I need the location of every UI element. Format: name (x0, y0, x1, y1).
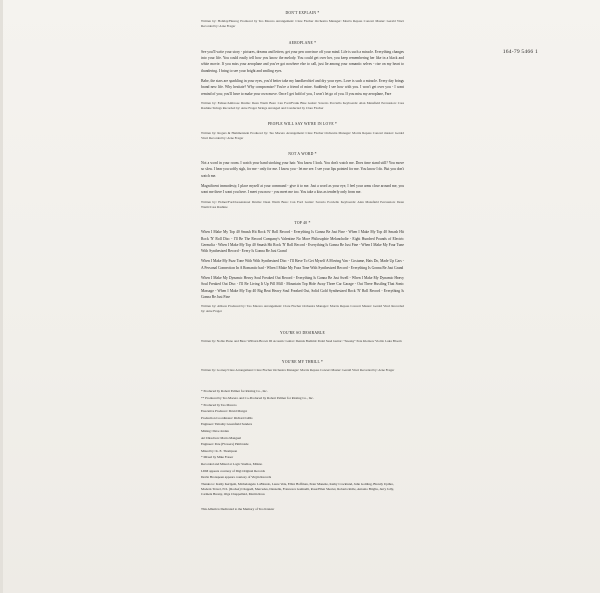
song-credits: Written by: Gorney/Clare Arrangement: Clare Fischer Orchestra Manager: Morris Repass Concert Master: Gerald Vinci Recorded by: Arne Frager (201, 368, 395, 373)
song-title: YOU'RE SO DESIRABLE (280, 330, 325, 335)
credit-line: Mixed by: K. E. Thompson (201, 448, 238, 453)
credit-line: Devin Bronspeen appears courtesy of Virgin Records (201, 475, 272, 480)
credit-line: Engineer: Pete (Flowers) Pimbroide (201, 442, 249, 447)
credit-line: Executive Producer: David Margot (201, 409, 248, 414)
song-title: DON'T EXPLAIN * (285, 11, 320, 15)
lyric-paragraph: When I Make My Top 40 Smash Hit Rock 'N' Roll Record - Everything Is Gonna Be Just Fine - When I Make My Top 40 Smash Hit Rock 'N' Roll Disc - I'll Be The Record Company's Valentine No More Philosophie Melancholie - Eight Hundred Pounds of Electric Germolia - When I Make My Top 40 Smash Hit Rock 'N' Roll Record - Everything Is Gonna Be Just Fine - When I Make My Four Tune With Synthesized Record - Every Is Gonna Be Just Grand (201, 230, 404, 254)
album-credits (201, 389, 404, 512)
credit-line: Thanks to: Kathy Kerlgem, Michelangelo LoBlondo, Laure Vele, Elliot Hoffman, Peter Manette, Kathy Crockland, Julie Golding, Blondy Upthre, Modern Travel, N.S. (Rocket) Chappell, Mercedes, Danzelle, Francesca Gamnelli, Rose/Ellen Shorter, Roberta Rolle, Antonio Briglia, Jerry Jolly, Carmela Bresny, Olga Chappellaid, Martin Ross (201, 481, 394, 497)
credit-line: ** Produced by Teo Macero and Co-Produced by Robert Palmer for Rioting Co., Inc. (201, 395, 314, 400)
song-title: AEROPLANE * (288, 40, 317, 45)
credit-line: * Produced by Teo Macero (201, 402, 237, 407)
lyric-paragraph: Magnificent immodesty, I place myself at your command - give it to me. Just a word as your eye, I feel your arms close around me, you want me there I want you here. I meet you now - you meet me too. You take a kiss as tenderly only from me. (201, 184, 404, 195)
lyric-paragraph: Not a word in your room. I watch your hand stroking your hair. You know I look. You don't watch me. Does time stand still? You move so slow. I hear you softly sigh, for me - only for me. I know you - let me see. I see your lips pointed for me. You know I do. But you don't watch me. (201, 161, 405, 178)
lyric-paragraph: When I Make My Dynamic Heavy Soul Freaked Out Record - Everything Is Gonna Be Just Swell - When I Make My Dynamic Heavy Soul Freaked Out Disc - I'll Be Living It Up Pill Mill - Mountain Top Hide Away Three Car Garage - Out There Hustling That Sonic Massage - When I Make My Top 40 Big Beat Heavy Soul Freaked Out, Solid Gold Synthesized Rock 'N' Roll Record - Everything Is Gonna Be Just Fine (201, 275, 404, 299)
sleeve-edge (0, 0, 3, 593)
song-credits: Written by: Allison Produced by: Teo Macero Arrangement: Clare Fischer Orchestra Manager: Morris Repass Concert Master: Gerald Vinci Recorded by: Arne Frager (201, 304, 404, 314)
song-credits: Written by: Eidner/Ford/Greenstreet Drums: Dean Warm Bass: Can Ford Guitar: Saverio Porciello Keyboards: Alan Mansfield Percussion: Dean Warm/Cass Rashine (201, 199, 404, 209)
credit-line: Recorded and Mixed at Logic Studios, Milano (201, 461, 263, 466)
credit-line: * Produced by Robert Palmer for Rioting Co., Inc. (201, 389, 268, 394)
liner-notes-column (201, 11, 404, 513)
credit-line: * Mixed by Mike Fraser (201, 455, 234, 460)
credit-line: LDM appears courtesy of Digi Original Records (201, 468, 265, 473)
credit-line: Production Coordinator: Richard Gillis (201, 415, 253, 420)
dedication: This Album is Dedicated to the Memory of Teo Kratzer (201, 506, 275, 511)
catalog-number: 164-79 5466 1 (502, 49, 538, 55)
song-credits: Written by: Holiday/Herzog Produced by Teo Macero Arrangement: Clare Fischer Orchestra Manager: Morris Repass Concert Master: Gerald Vinci Recorded by: Arne Frager (201, 19, 404, 29)
credit-line: Engineer: Timothy Greenfield Sanders (201, 422, 253, 427)
song-title: NOT A WORD * (288, 151, 317, 156)
lyric-paragraph: When I Make My Fuzz Tone With With Synthesized Disc - I'll Have To Get Myself A Moving Van - Costume, Hats Do, Made Up Cars - A Personal Connection In A Romantic bad - When I Make My Fuzz Tone With Synthesized Record - Everything Is Gonna Be Just Grand (201, 259, 404, 270)
lyric-paragraph: See you'll write your story - pictures, dreams and letters; get your pen convince off your mind. Life is such a miracle. Everything changes into your life. You could easily tell how you know the melody. You could get over her, you keep remembering her like in a black and white movie. If you miss your aeroplane and you've got nowhere else to call, just lie among your romantic selves - rise on my heart to thundering. I bring to see your bright and smiling eyes. (201, 49, 404, 73)
credit-line: Mixing: Dave Jerden (201, 428, 229, 433)
song-title: YOU'RE MY THRILL * (281, 359, 324, 364)
credit-line: Art Direction: Mario Mangual (201, 435, 242, 440)
lyric-paragraph: Babe, the stars are sparkling in your eyes, you'd better take my handkerchief and dry your eyes. Love is such a miracle. Every day brings brand new life. Why hesitate? Why compromise? You're a friend of mine. Suddenly I see how with you. I won't get over you - I want remind of you; you'll have to make your own move. Once I get hold of you, I won't let go of you. If you miss my aeroplane, Fare (201, 79, 404, 96)
song-title: PEOPLE WILL SAY WE'RE IN LOVE * (267, 122, 338, 127)
song-title: TOP 40 * (294, 221, 311, 225)
song-credits: Written by: Eidner/Ambrose Drums: Dean Warm Bass: Can Ford/Frank Blue Guitar: Saverio Porciello Keyboards: Alan Mansfield Percussion: Cass Rashine Strings Recorded by: Arne Frager Strings Arranged and Conducted by Clare Fischer (201, 100, 404, 111)
song-credits: Written by: Rogers & Hammerstein Produced by: Teo Macero Arrangement: Clare Fischer Orchestra Manager: Morris Repass Concert master: Gerald Vinci Recorded by: Arne Frager (201, 130, 404, 140)
song-credits: Written by: Noble Piano and Bass: Wilburn Brown III Acoustic Guitar: Dennis Budimir Pedal Steel Guitar: "Sneaky" Pete Kleinow Violin: Luka Bloom (201, 338, 402, 343)
